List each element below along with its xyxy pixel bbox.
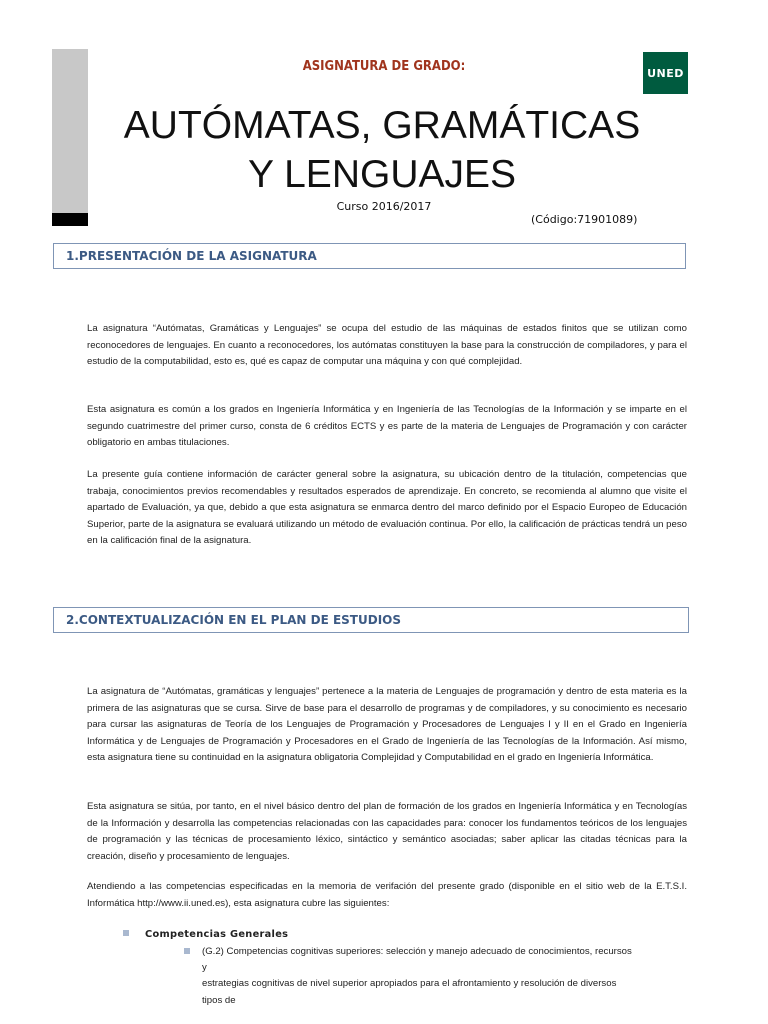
bullet-square-icon bbox=[123, 930, 129, 936]
subject-code: (Código:71901089) bbox=[531, 213, 638, 226]
bullet-square-icon bbox=[184, 948, 190, 954]
paragraph: La presente guía contiene información de carácter general sobre la asignatura, su ubicación dentro de la titulación, competencias que trabaja, conocimientos previos recomendables y resultados esperados de aprendizaje. En concreto, se recomienda al alumno que visite el apartado de Evaluación, ya que, debido a que esta asignatura se enmarca dentro del marco definido por el Espacio Europeo de Educación Superior, parte de la asignatura se evaluará utilizando un método de evaluación continua. Por ello, la calificación de prácticas tendrá un peso en la calificación final de la asignatura. bbox=[87, 469, 687, 547]
paragraph: Esta asignatura se sitúa, por tanto, en el nivel básico dentro del plan de formación de los grados en Ingeniería Informática y en Tecnologías de la Información y desarrolla las competencias relacionadas con las capacidades para: conocer los fundamentos teóricos de los lenguajes de programación y las técnicas de procesamiento léxico, sintáctico y semántico asociadas; saber aplicar las citadas técnicas para la creación, diseño y procesamiento de lenguajes. bbox=[87, 801, 687, 862]
header-accent-bar-dark bbox=[52, 213, 88, 226]
section-heading-presentacion: 1.PRESENTACIÓN DE LA ASIGNATURA bbox=[53, 243, 686, 269]
subject-label: ASIGNATURA DE GRADO: bbox=[302, 59, 466, 74]
competencia-item bbox=[202, 944, 690, 1009]
paragraph: Atendiendo a las competencias especificadas en la memoria de verifación del presente grado (disponible en el sitio web de la E.T.S.I. Informática http://www.ii.uned.es), esta asignatura cubre las siguientes: bbox=[87, 881, 687, 909]
competencia-line: tipos de bbox=[202, 994, 236, 1006]
competencia-line: y bbox=[202, 962, 207, 974]
course-year: Curso 2016/2017 bbox=[336, 200, 432, 213]
section-heading-contextualizacion: 2.CONTEXTUALIZACIÓN EN EL PLAN DE ESTUDIOS bbox=[53, 607, 689, 633]
paragraph: La asignatura “Autómatas, Gramáticas y Lenguajes” se ocupa del estudio de las máquinas de estados finitos que se utilizan como reconocedores de lenguajes. En cuanto a reconocedores, los autómatas constituyen la base para la construcción de compiladores, y para el estudio de la computabilidad, esto es, qué es capaz de computar una máquina y con qué complejidad. bbox=[87, 323, 687, 368]
paragraph: La asignatura de “Autómatas, gramáticas y lenguajes” pertenece a la materia de Lenguajes de programación y dentro de esta materia es la primera de las asignaturas que se cursa. Sirve de base para el desarrollo de programas y de compiladores, y su conocimiento es necesario para cursar las asignaturas de Teoría de los Lenguajes de Programación y Procesadores de Lenguajes I y II en el Grado en Ingeniería Informática y de Lenguajes de Programación y Procesadores en el Grado de Ingeniería de las Tecnologías de la Información. Así mismo, esta asignatura tiene su continuidad en la asignatura obligatoria Complejidad y Computabilidad en el grado en Ingeniería Informática. bbox=[87, 686, 687, 764]
competencias-generales-heading: Competencias Generales bbox=[145, 929, 289, 940]
uned-logo: UNED bbox=[643, 52, 688, 94]
page-title-line-2: Y LENGUAJES bbox=[247, 153, 517, 196]
paragraph: Esta asignatura es común a los grados en Ingeniería Informática y en Ingeniería de las Tecnologías de la Información y se imparte en el segundo cuatrimestre del primer curso, consta de 6 créditos ECTS y es parte de la materia de Lenguajes de Programación y con carácter obligatorio en ambas titulaciones. bbox=[87, 404, 687, 449]
competencia-line: (G.2) Competencias cognitivas superiores: selección y manejo adecuado de conocimientos, recursos bbox=[202, 946, 632, 957]
competencia-line: estrategias cognitivas de nivel superior apropiados para el afrontamiento y resolución de diversos bbox=[202, 978, 617, 990]
page-title-line-1: AUTÓMATAS, GRAMÁTICAS bbox=[123, 104, 641, 147]
